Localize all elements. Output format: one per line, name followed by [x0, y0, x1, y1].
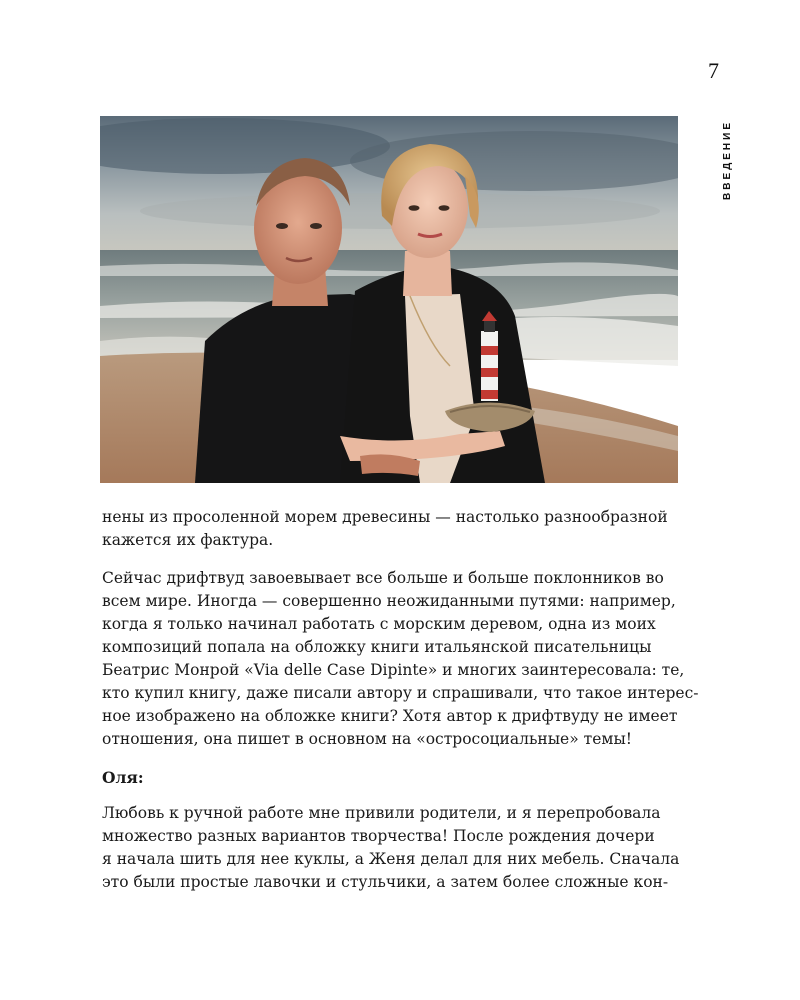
text-line: когда я только начинал работать с морским деревом, одна из моих [102, 615, 656, 633]
text-line: множество разных вариантов творчества! После рождения дочери [102, 827, 655, 845]
text-line: Сейчас дрифтвуд завоевывает все больше и больше поклонников во [102, 569, 664, 587]
text-line: кажется их фактура. [102, 531, 274, 549]
body-text [102, 506, 699, 909]
page-number: 7 [708, 58, 719, 83]
text-line: всем мире. Иногда — совершенно неожиданными путями: например, [102, 592, 676, 610]
text-line: Беатрис Монрой «Via delle Case Dipinte» и многих заинтересовала: те, [102, 661, 685, 679]
paragraph-2 [102, 567, 699, 751]
section-label: ВВЕДЕНИЕ [722, 120, 733, 200]
text-line: ное изображено на обложке книги? Хотя автор к дрифтвуду не имеет [102, 707, 678, 725]
photo-couple-beach [100, 116, 678, 483]
text-line: нены из просоленной морем древесины — настолько разнообразной [102, 508, 668, 526]
paragraph-1 [102, 506, 682, 552]
paragraph-3 [102, 802, 682, 894]
text-line: композиций попала на обложку книги итальянской писательницы [102, 638, 652, 656]
speaker-heading: Оля: [102, 768, 144, 787]
text-line: Любовь к ручной работе мне привили родители, и я перепробовала [102, 804, 661, 822]
text-line: это были простые лавочки и стульчики, а затем более сложные кон- [102, 873, 669, 891]
text-line: я начала шить для нее куклы, а Женя делал для них мебель. Сначала [102, 850, 680, 868]
text-line: отношения, она пишет в основном на «остросоциальные» темы! [102, 730, 633, 748]
text-line: кто купил книгу, даже писали автору и спрашивали, что такое интерес- [102, 684, 699, 702]
